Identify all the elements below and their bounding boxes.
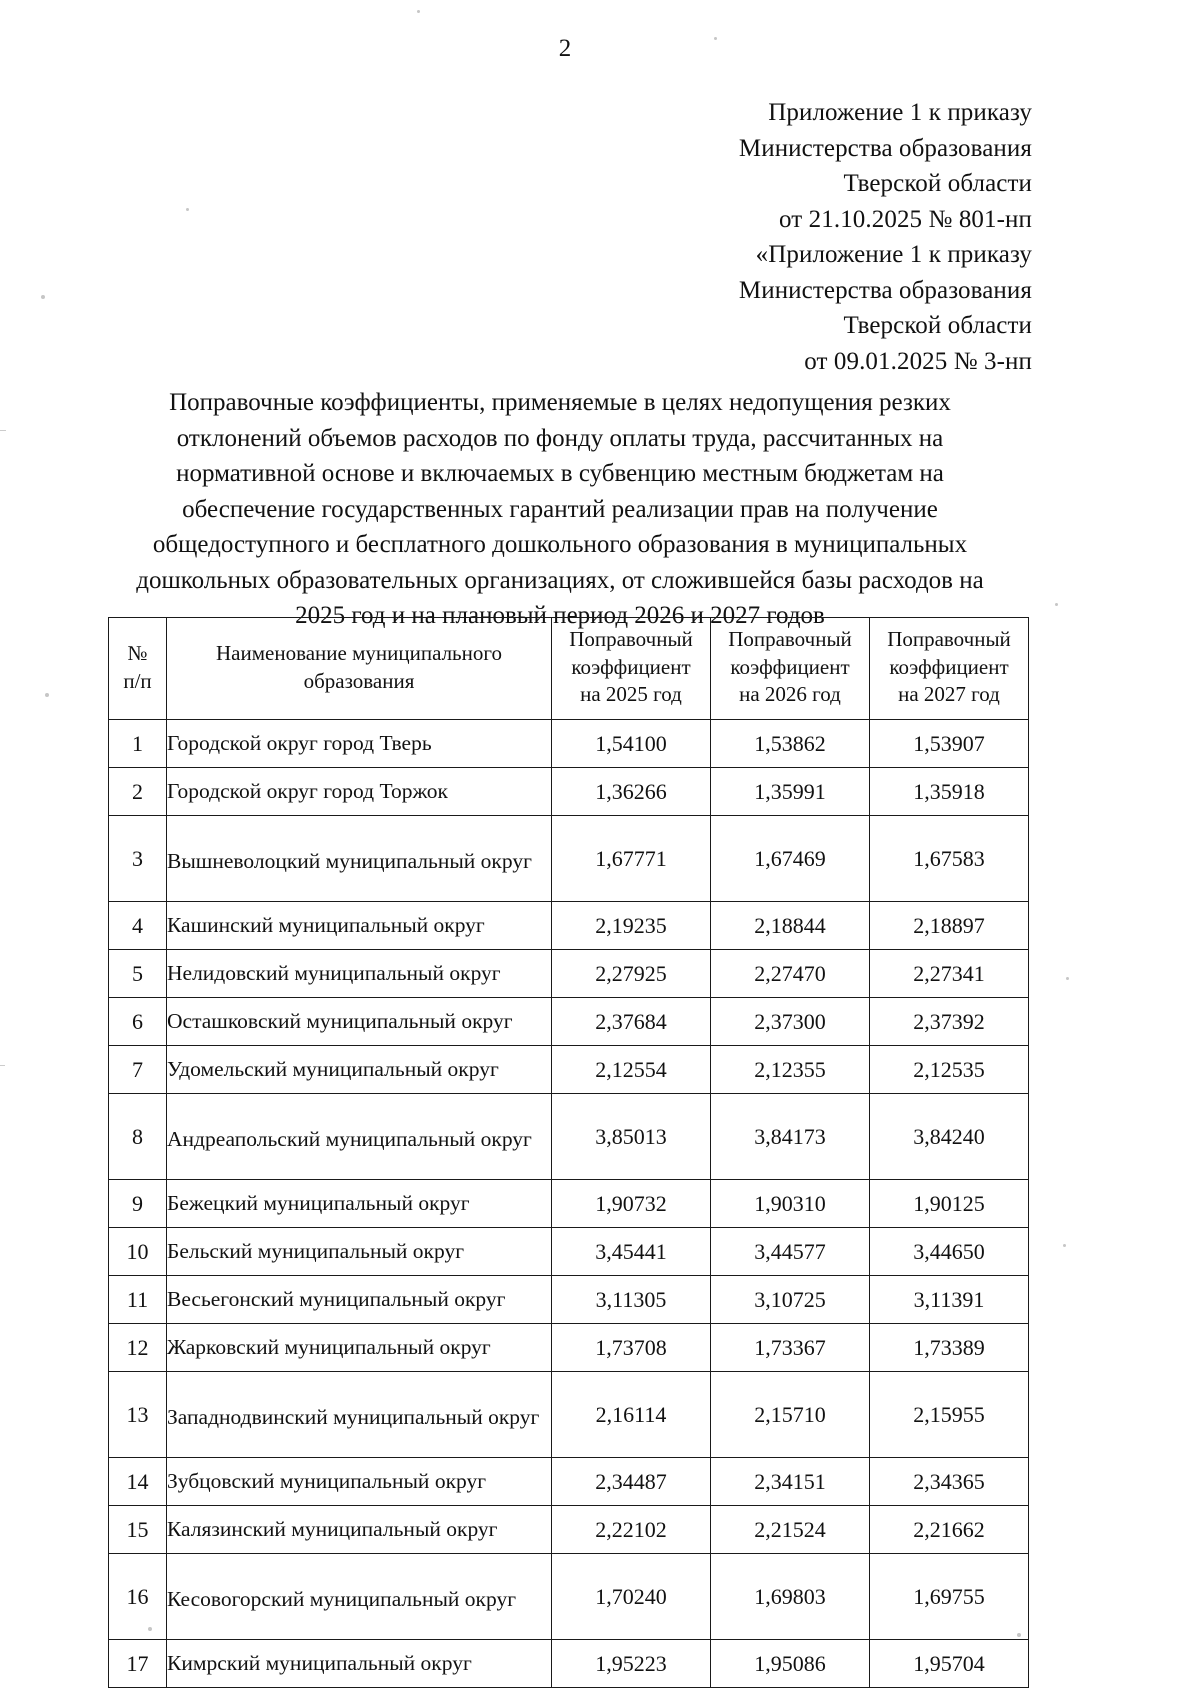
document-title: Поправочные коэффициенты, применяемые в целях недопущения резких отклонений объемов расходов по фонду оплаты труда, рассчитанных на нормативной основе и включаемых в субвенцию местным бюджетам на обеспечение государственных гарантий реализации прав на получение общедоступного и бесплатного дошкольного образования в муниципальных дошкольных образовательных организациях, от сложившейся базы расходов на 2025 год и на плановый период 2026 и 2027 годов bbox=[136, 389, 984, 629]
table-row bbox=[109, 950, 1029, 998]
scan-speck bbox=[417, 10, 420, 13]
table-row bbox=[109, 768, 1029, 816]
table-row bbox=[109, 1094, 1029, 1180]
header-2027-line2: коэффициент bbox=[889, 654, 1009, 679]
header-2027-line1: Поправочный bbox=[887, 627, 1011, 651]
header-cell-2026 bbox=[711, 618, 870, 720]
header-line-8: от 09.01.2025 № 3-нп bbox=[804, 347, 1032, 375]
row-number: 12 bbox=[109, 1324, 167, 1372]
coefficient-2026: 1,35991 bbox=[711, 768, 870, 816]
row-number: 14 bbox=[109, 1458, 167, 1506]
coefficient-2026: 1,95086 bbox=[711, 1640, 870, 1688]
coefficient-2025: 1,95223 bbox=[552, 1640, 711, 1688]
municipality-name: Кимрский муниципальный округ bbox=[167, 1640, 552, 1688]
row-number: 5 bbox=[109, 950, 167, 998]
table-body bbox=[109, 720, 1029, 1688]
table-head bbox=[109, 618, 1029, 720]
coefficient-2025: 2,37684 bbox=[552, 998, 711, 1046]
coefficient-2027: 2,37392 bbox=[870, 998, 1029, 1046]
coefficient-2027: 1,90125 bbox=[870, 1180, 1029, 1228]
document-header-block bbox=[739, 95, 1032, 379]
header-cell-number bbox=[109, 618, 167, 720]
table-row bbox=[109, 1554, 1029, 1640]
coefficient-2026: 3,44577 bbox=[711, 1228, 870, 1276]
municipality-name: Зубцовский муниципальный округ bbox=[167, 1458, 552, 1506]
table-row bbox=[109, 1372, 1029, 1458]
municipality-name: Бельский муниципальный округ bbox=[167, 1228, 552, 1276]
municipality-name: Городской округ город Торжок bbox=[167, 768, 552, 816]
row-number: 16 bbox=[109, 1554, 167, 1640]
coefficient-2026: 3,84173 bbox=[711, 1094, 870, 1180]
municipality-name: Осташковский муниципальный округ bbox=[167, 998, 552, 1046]
coefficient-2027: 2,12535 bbox=[870, 1046, 1029, 1094]
header-line-3: Тверской области bbox=[843, 170, 1032, 197]
coefficients-table-wrapper bbox=[108, 617, 1028, 1688]
municipality-name: Западнодвинский муниципальный округ bbox=[167, 1372, 552, 1458]
coefficient-2025: 3,11305 bbox=[552, 1276, 711, 1324]
coefficient-2027: 3,84240 bbox=[870, 1094, 1029, 1180]
municipality-name: Кесовогорский муниципальный округ bbox=[167, 1554, 552, 1640]
row-number: 8 bbox=[109, 1094, 167, 1180]
coefficient-2025: 1,54100 bbox=[552, 720, 711, 768]
scan-edge-mark bbox=[0, 430, 6, 431]
coefficient-2026: 1,69803 bbox=[711, 1554, 870, 1640]
row-number: 1 bbox=[109, 720, 167, 768]
scan-speck bbox=[41, 295, 45, 299]
header-line-7: Тверской области bbox=[843, 312, 1032, 339]
table-row bbox=[109, 1324, 1029, 1372]
coefficient-2026: 2,15710 bbox=[711, 1372, 870, 1458]
coefficient-2027: 2,21662 bbox=[870, 1506, 1029, 1554]
header-line-4: от 21.10.2025 № 801-нп bbox=[779, 205, 1032, 233]
scan-speck bbox=[45, 693, 49, 697]
header-2026-line3: на 2026 год bbox=[739, 682, 841, 707]
table-row bbox=[109, 998, 1029, 1046]
row-number: 17 bbox=[109, 1640, 167, 1688]
municipality-name: Вышневолоцкий муниципальный округ bbox=[167, 816, 552, 902]
coefficient-2026: 1,53862 bbox=[711, 720, 870, 768]
table-row bbox=[109, 1276, 1029, 1324]
table-row bbox=[109, 1506, 1029, 1554]
header-cell-2025 bbox=[552, 618, 711, 720]
row-number: 9 bbox=[109, 1180, 167, 1228]
coefficient-2027: 1,95704 bbox=[870, 1640, 1029, 1688]
municipality-name: Андреапольский муниципальный округ bbox=[167, 1094, 552, 1180]
header-number-line1: № bbox=[127, 640, 148, 665]
coefficient-2026: 2,21524 bbox=[711, 1506, 870, 1554]
coefficient-2026: 2,18844 bbox=[711, 902, 870, 950]
header-cell-2027 bbox=[870, 618, 1029, 720]
header-line-5: «Приложение 1 к приказу bbox=[755, 241, 1032, 268]
coefficient-2027: 1,53907 bbox=[870, 720, 1029, 768]
coefficient-2027: 1,73389 bbox=[870, 1324, 1029, 1372]
municipality-name: Бежецкий муниципальный округ bbox=[167, 1180, 552, 1228]
table-row bbox=[109, 902, 1029, 950]
coefficient-2027: 1,67583 bbox=[870, 816, 1029, 902]
table-row bbox=[109, 1180, 1029, 1228]
scan-speck bbox=[1055, 603, 1058, 606]
scan-speck bbox=[1066, 977, 1069, 980]
row-number: 15 bbox=[109, 1506, 167, 1554]
header-2025-line3: на 2025 год bbox=[580, 682, 682, 707]
coefficient-2027: 3,11391 bbox=[870, 1276, 1029, 1324]
header-line-1: Приложение 1 к приказу bbox=[768, 99, 1032, 126]
coefficient-2027: 2,34365 bbox=[870, 1458, 1029, 1506]
header-number-line2: п/п bbox=[123, 668, 152, 693]
coefficient-2026: 1,90310 bbox=[711, 1180, 870, 1228]
municipality-name: Весьегонский муниципальный округ bbox=[167, 1276, 552, 1324]
header-name-line2: образования bbox=[303, 668, 415, 693]
row-number: 2 bbox=[109, 768, 167, 816]
coefficient-2025: 3,45441 bbox=[552, 1228, 711, 1276]
coefficient-2025: 2,16114 bbox=[552, 1372, 711, 1458]
table-row bbox=[109, 720, 1029, 768]
scan-edge-mark bbox=[0, 1065, 5, 1066]
municipality-name: Кашинский муниципальный округ bbox=[167, 902, 552, 950]
row-number: 11 bbox=[109, 1276, 167, 1324]
coefficient-2025: 1,67771 bbox=[552, 816, 711, 902]
municipality-name: Калязинский муниципальный округ bbox=[167, 1506, 552, 1554]
coefficient-2025: 1,70240 bbox=[552, 1554, 711, 1640]
coefficient-2025: 3,85013 bbox=[552, 1094, 711, 1180]
municipality-name: Удомельский муниципальный округ bbox=[167, 1046, 552, 1094]
coefficient-2025: 2,22102 bbox=[552, 1506, 711, 1554]
table-row bbox=[109, 1228, 1029, 1276]
row-number: 6 bbox=[109, 998, 167, 1046]
row-number: 7 bbox=[109, 1046, 167, 1094]
coefficient-2026: 2,37300 bbox=[711, 998, 870, 1046]
coefficient-2027: 2,18897 bbox=[870, 902, 1029, 950]
row-number: 3 bbox=[109, 816, 167, 902]
header-2027-line3: на 2027 год bbox=[898, 682, 1000, 707]
page-number: 2 bbox=[558, 35, 572, 62]
coefficient-2027: 1,35918 bbox=[870, 768, 1029, 816]
header-2025-line2: коэффициент bbox=[571, 654, 691, 679]
coefficient-2026: 2,27470 bbox=[711, 950, 870, 998]
coefficient-2026: 3,10725 bbox=[711, 1276, 870, 1324]
header-line-2: Министерства образования bbox=[738, 134, 1032, 162]
coefficient-2026: 2,34151 bbox=[711, 1458, 870, 1506]
coefficients-table bbox=[108, 617, 1029, 1688]
row-number: 13 bbox=[109, 1372, 167, 1458]
scan-speck bbox=[1063, 1244, 1066, 1247]
coefficient-2025: 2,12554 bbox=[552, 1046, 711, 1094]
coefficient-2027: 2,15955 bbox=[870, 1372, 1029, 1458]
table-row bbox=[109, 1458, 1029, 1506]
table-row bbox=[109, 1640, 1029, 1688]
coefficient-2025: 2,19235 bbox=[552, 902, 711, 950]
coefficient-2025: 1,36266 bbox=[552, 768, 711, 816]
coefficient-2026: 1,73367 bbox=[711, 1324, 870, 1372]
coefficient-2027: 1,69755 bbox=[870, 1554, 1029, 1640]
municipality-name: Нелидовский муниципальный округ bbox=[167, 950, 552, 998]
scan-speck bbox=[186, 208, 189, 211]
coefficient-2027: 2,27341 bbox=[870, 950, 1029, 998]
row-number: 4 bbox=[109, 902, 167, 950]
header-2026-line1: Поправочный bbox=[728, 627, 852, 651]
header-name-line1: Наименование муниципального bbox=[216, 640, 502, 665]
header-2026-line2: коэффициент bbox=[730, 654, 850, 679]
coefficient-2026: 2,12355 bbox=[711, 1046, 870, 1094]
municipality-name: Жарковский муниципальный округ bbox=[167, 1324, 552, 1372]
table-header-row bbox=[109, 618, 1029, 720]
coefficient-2026: 1,67469 bbox=[711, 816, 870, 902]
coefficient-2027: 3,44650 bbox=[870, 1228, 1029, 1276]
header-line-6: Министерства образования bbox=[738, 276, 1032, 304]
header-cell-name bbox=[167, 618, 552, 720]
table-row bbox=[109, 816, 1029, 902]
coefficient-2025: 1,90732 bbox=[552, 1180, 711, 1228]
municipality-name: Городской округ город Тверь bbox=[167, 720, 552, 768]
table-row bbox=[109, 1046, 1029, 1094]
header-2025-line1: Поправочный bbox=[569, 627, 693, 651]
coefficient-2025: 2,27925 bbox=[552, 950, 711, 998]
row-number: 10 bbox=[109, 1228, 167, 1276]
coefficient-2025: 2,34487 bbox=[552, 1458, 711, 1506]
coefficient-2025: 1,73708 bbox=[552, 1324, 711, 1372]
